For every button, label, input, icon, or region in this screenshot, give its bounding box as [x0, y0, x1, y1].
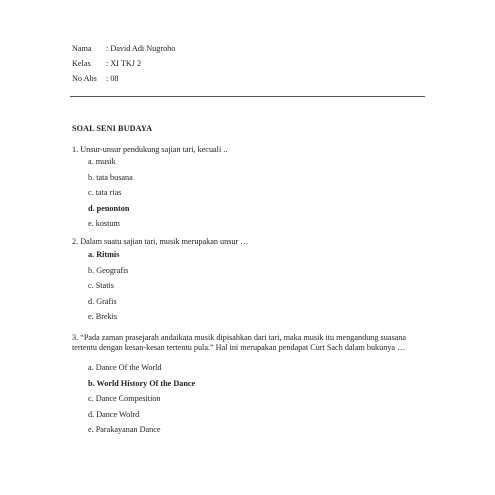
absence-number-label: No Abs	[72, 74, 97, 83]
question-1: 1. Unsur-unsur pendukung sajian tari, kecuali ..	[72, 145, 228, 154]
name-row	[72, 44, 175, 54]
option: e. Brekis	[88, 312, 118, 321]
option: b. Geografis	[88, 265, 129, 275]
class-row	[72, 59, 141, 69]
option: d. Grafis	[88, 296, 117, 306]
option: a. musik	[88, 157, 116, 166]
option: b. tata busana	[88, 172, 133, 182]
question-2: 2. Dalam suatu sajian tari, musik merupakan unsur …	[72, 237, 249, 246]
option: e. Parakayanan Dance	[88, 425, 161, 434]
option: c. Dance Compesition	[88, 394, 161, 403]
question-3: 3. “Pada zaman prasejarah andaikata musik dipisahkan dari tari, maka musik itu mengandung suasana tertentu dengan kesan-kesan tertentu pula.” Hal ini merupakan pendapat Curt Sach dalam bukunya …	[72, 333, 406, 352]
option: b. World History Of the Dance	[88, 378, 196, 388]
class-value: : XI TKJ 2	[106, 59, 142, 68]
header-divider	[70, 96, 425, 97]
option: a. Ritmis	[88, 250, 120, 259]
document-title: SOAL SENI BUDAYA	[72, 124, 153, 133]
name-value: : David Adi Nugroho	[106, 44, 176, 53]
option: a. Dance Of the World	[88, 363, 162, 372]
option: c. Statis	[88, 281, 114, 290]
question-2-options	[88, 250, 128, 328]
absence-number-row	[72, 74, 119, 84]
option: d. Dance Wolrd	[88, 409, 140, 419]
question-3-options	[88, 363, 195, 441]
option: e. kostum	[88, 219, 120, 228]
class-label: Kelas	[72, 59, 91, 68]
option: d. penonton	[88, 203, 130, 213]
question-1-options	[88, 157, 133, 235]
absence-number-value: : 08	[106, 74, 119, 83]
option: c. tata rias	[88, 188, 122, 197]
name-label: Nama	[72, 44, 92, 53]
